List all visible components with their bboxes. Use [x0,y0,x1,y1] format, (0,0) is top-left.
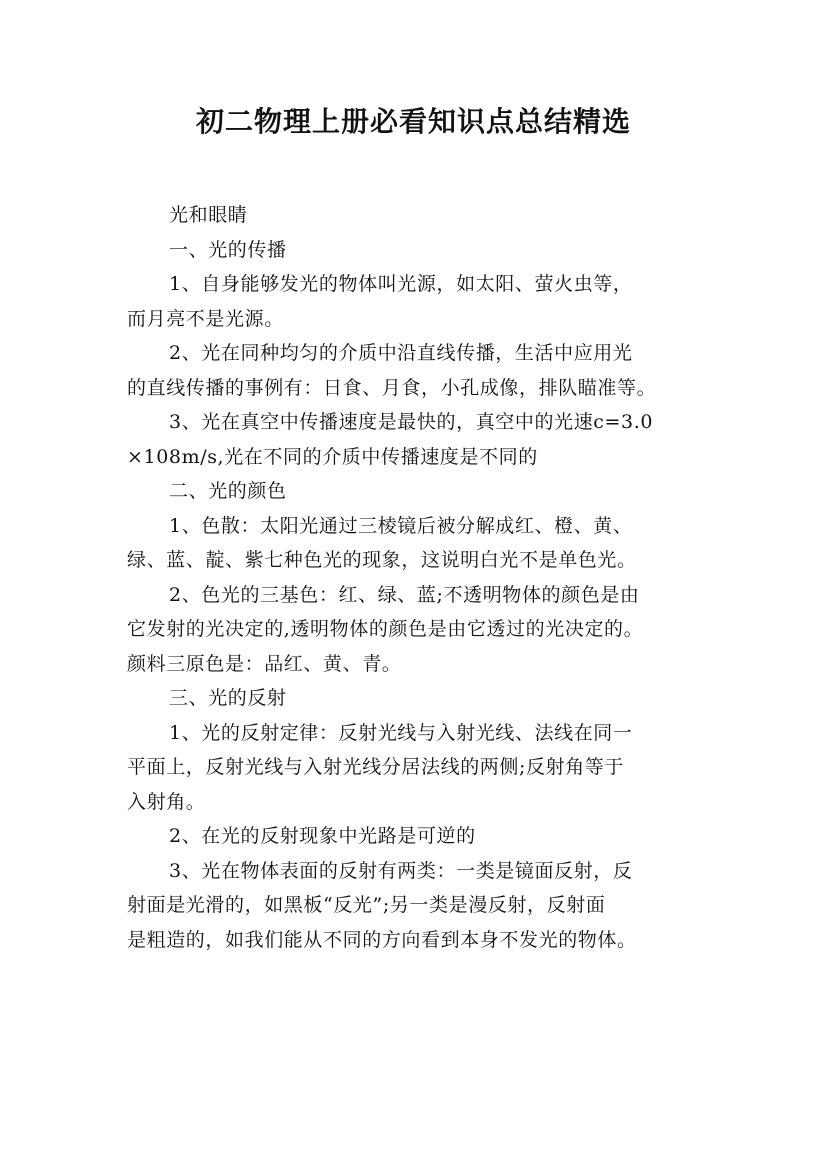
paragraph-line: 1、自身能够发光的物体叫光源，如太阳、萤火虫等， [169,273,633,295]
paragraph-line: 是粗造的，如我们能从不同的方向看到本身不发光的物体。 [127,928,637,951]
paragraph-line: 1、色散：太阳光通过三棱镜后被分解成红、橙、黄、 [169,514,633,537]
section-heading: 光和眼睛 [169,204,248,226]
document-body [127,198,707,957]
paragraph-line: 射面是光滑的，如黑板“反光”;另一类是漫反射，反射面 [127,894,606,916]
paragraph-line: 而月亮不是光源。 [127,307,284,330]
paragraph-line: 2、色光的三基色：红、绿、蓝;不透明物体的颜色是由 [169,583,640,606]
paragraph-line: 3、光在真空中传播速度是最快的，真空中的光速c=3.0 [169,411,654,433]
paragraph-line: 颜料三原色是：品红、黄、青。 [127,652,402,675]
subsection-heading: 一、光的传播 [169,238,287,261]
paragraph-line: 它发射的光决定的,透明物体的颜色是由它透过的光决定的。 [127,618,644,640]
paragraph-line: 的直线传播的事例有：日食、月食，小孔成像，排队瞄准等。 [127,376,657,399]
paragraph-line: 2、光在同种均匀的介质中沿直线传播，生活中应用光 [169,342,633,364]
paragraph-line: ×108m/s,光在不同的介质中传播速度是不同的 [127,445,538,468]
paragraph-line: 2、在光的反射现象中光路是可逆的 [169,825,476,847]
subsection-heading: 二、光的颜色 [169,480,287,502]
paragraph-line: 1、光的反射定律：反射光线与入射光线、法线在同一 [169,721,633,744]
paragraph-line: 3、光在物体表面的反射有两类：一类是镜面反射，反 [169,859,633,882]
paragraph-line: 绿、蓝、靛、紫七种色光的现象，这说明白光不是单色光。 [127,549,637,571]
paragraph-line: 平面上，反射光线与入射光线分居法线的两侧;反射角等于 [127,756,625,778]
paragraph-line: 入射角。 [127,790,206,813]
document-title: 初二物理上册必看知识点总结精选 [195,105,631,138]
subsection-heading: 三、光的反射 [169,687,287,709]
